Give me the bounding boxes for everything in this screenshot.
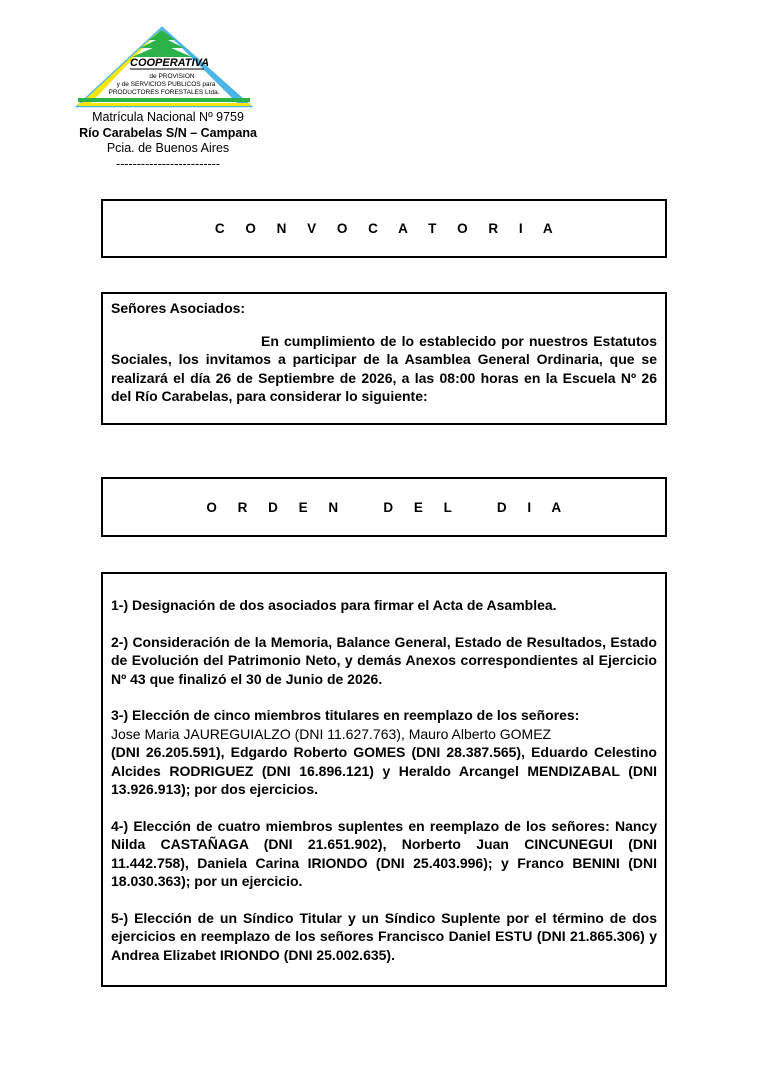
agenda-item-3-names-1: Jose Maria JAUREGUIALZO (DNI 11.627.763), Mauro Alberto GOMEZ (111, 725, 552, 742)
agenda-box (101, 572, 667, 987)
agenda-item-4: 4-) Elección de cuatro miembros suplentes en reemplazo de los señores: Nancy Nilda CASTAÑAGA (DNI 21.651.902), Norberto Juan CINCUNEGUI (DNI 11.442.758), Daniela Carina IRIONDO (DNI 25.403.996); y Franco BENINI (DNI 18.030.363); por un ejercicio. (111, 817, 657, 889)
logo-line3: PRODUCTORES FORESTALES Ltda. (108, 89, 220, 96)
convocatoria-title: C O N V O C A T O R I A (214, 221, 562, 236)
agenda-item-2: 2-) Consideración de la Memoria, Balance General, Estado de Resultados, Estado de Evolución del Patrimonio Neto, y demás Anexos correspondientes al Ejercicio Nº 43 que finalizó el 30 de Junio de 2026. (111, 633, 657, 687)
agenda-item-3-heading: 3-) Elección de cinco miembros titulares en reemplazo de los señores: (111, 707, 580, 723)
header-divider: ------------------------- (115, 156, 221, 171)
agenda-item-3 (111, 706, 657, 799)
logo-brand: COOPERATIVA (130, 57, 210, 69)
orden-box (101, 477, 667, 537)
address-text: Río Carabelas S/N – Campana (79, 125, 257, 140)
logo-line2: y de SERVICIOS PUBLICOS para (116, 81, 216, 88)
orden-title: O R D E N D E L D I A (206, 499, 570, 515)
province-text: Pcia. de Buenos Aires (106, 141, 230, 155)
agenda-item-1: 1-) Designación de dos asociados para firmar el Acta de Asamblea. (111, 597, 557, 613)
logo-line1: de PROVISION (149, 73, 195, 80)
intro-body-text: En cumplimiento de lo establecido por nuestros Estatutos Sociales, los invitamos a participar de la Asamblea General Ordinaria, que se realizará el día 26 de Septiembre de 2026, a las 08:00 horas en la Escuela Nº 26 del Río Carabelas, para considerar lo siguiente: (111, 332, 657, 404)
agenda-item-3-names-2: (DNI 26.205.591), Edgardo Roberto GOMES (DNI 28.387.565), Eduardo Celestino Alcides RODRIGUEZ (DNI 16.896.121) y Heraldo Arcangel MENDIZABAL (DNI 13.926.913); por dos ejercicios. (111, 744, 657, 797)
cooperative-logo-graphic (74, 26, 254, 112)
cooperative-header (60, 110, 276, 172)
greeting-text: Señores Asociados: (111, 300, 246, 316)
matricula-text: Matrícula Nacional Nº 9759 (92, 110, 244, 124)
agenda-item-5: 5-) Elección de un Síndico Titular y un Síndico Suplente por el término de dos ejercicios en reemplazo de los señores Francisco Daniel ESTU (DNI 21.865.306) y Andrea Elizabet IRIONDO (DNI 25.002.635). (111, 909, 657, 963)
intro-box (101, 292, 667, 425)
convocatoria-box (101, 199, 667, 258)
cooperative-logo (74, 26, 254, 112)
